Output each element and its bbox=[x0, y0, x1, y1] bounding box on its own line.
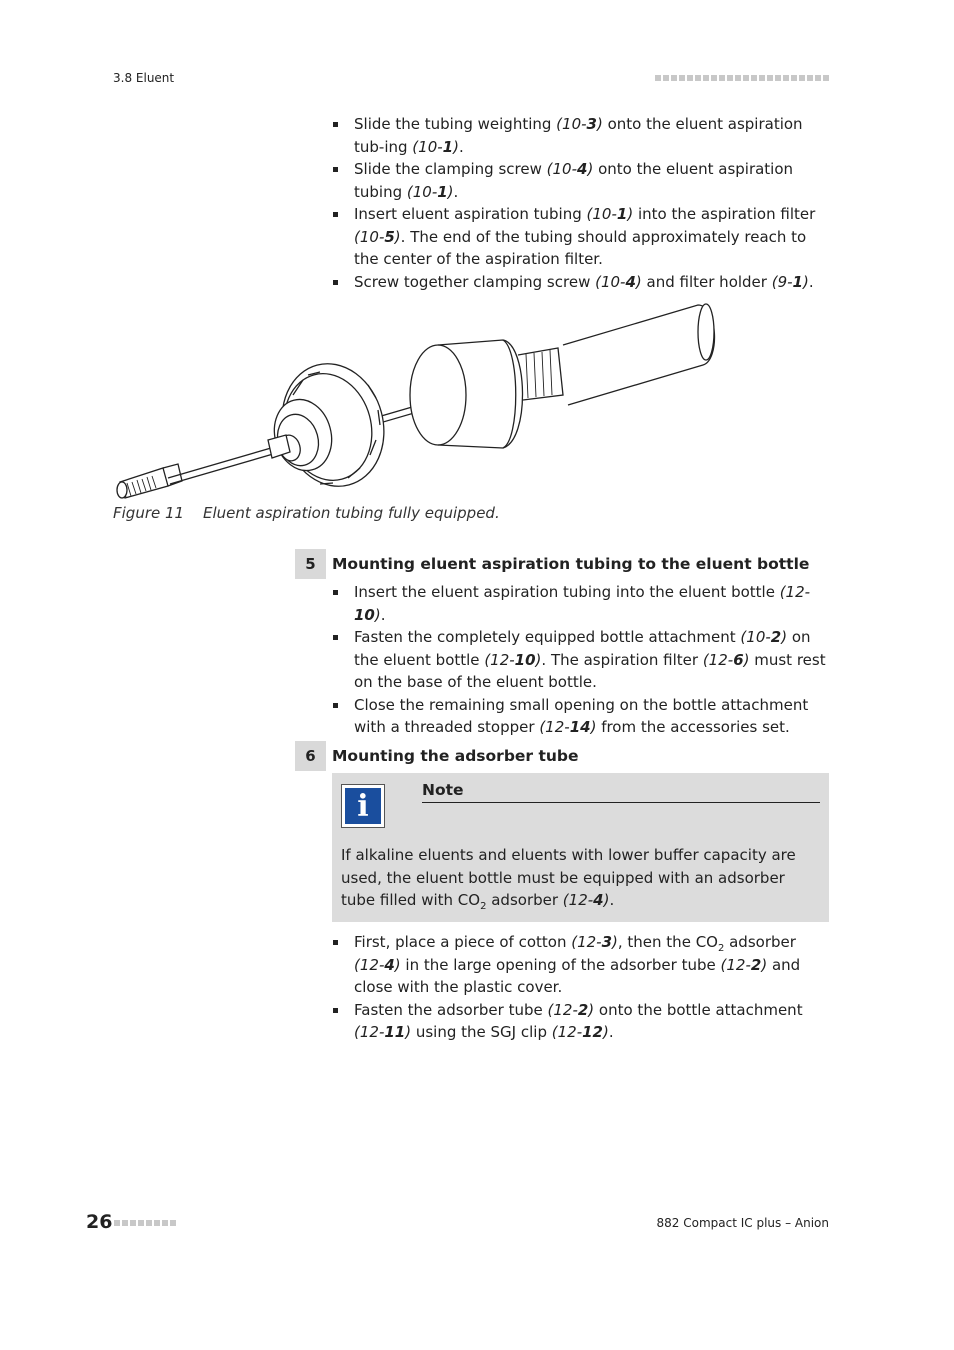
decor-square bbox=[767, 75, 773, 81]
step-title: Mounting eluent aspiration tubing to the eluent bottle bbox=[332, 555, 810, 573]
decor-square bbox=[775, 75, 781, 81]
decor-square bbox=[122, 1220, 128, 1226]
step-6-heading bbox=[295, 741, 579, 771]
decor-square bbox=[823, 75, 829, 81]
decor-square bbox=[727, 75, 733, 81]
step-5-bullet-list bbox=[332, 581, 829, 739]
figure-11-illustration bbox=[108, 300, 748, 505]
figure-caption-text: Eluent aspiration tubing fully equipped. bbox=[203, 504, 500, 522]
list-item: Fasten the completely equipped bottle attachment (10-2) on the eluent bottle (12-10). The aspiration filter (12-6) must rest on the base of the eluent bottle. bbox=[332, 626, 829, 694]
decor-square bbox=[791, 75, 797, 81]
decor-square bbox=[735, 75, 741, 81]
decor-square bbox=[130, 1220, 136, 1226]
decor-square bbox=[695, 75, 701, 81]
note-title: Note bbox=[422, 781, 820, 803]
footer-decoration bbox=[114, 1220, 176, 1226]
running-header-section: 3.8 Eluent bbox=[113, 71, 175, 85]
decor-square bbox=[170, 1220, 176, 1226]
intro-bullet-list bbox=[332, 113, 829, 293]
list-item: Slide the tubing weighting (10-3) onto the eluent aspiration tub-ing (10-1). bbox=[332, 113, 829, 158]
decor-square bbox=[146, 1220, 152, 1226]
decor-square bbox=[671, 75, 677, 81]
step-title: Mounting the adsorber tube bbox=[332, 747, 579, 765]
decor-square bbox=[154, 1220, 160, 1226]
decor-square bbox=[799, 75, 805, 81]
decor-square bbox=[807, 75, 813, 81]
figure-number: Figure 11 bbox=[113, 504, 185, 522]
decor-square bbox=[751, 75, 757, 81]
decor-square bbox=[138, 1220, 144, 1226]
figure-caption bbox=[113, 504, 500, 522]
list-item: Close the remaining small opening on the bottle attachment with a threaded stopper (12-14) from the accessories set. bbox=[332, 694, 829, 739]
step-number: 6 bbox=[295, 741, 326, 771]
aspiration-tubing-drawing bbox=[108, 300, 748, 505]
page-number: 26 bbox=[86, 1211, 113, 1233]
decor-square bbox=[703, 75, 709, 81]
decor-square bbox=[687, 75, 693, 81]
decor-square bbox=[783, 75, 789, 81]
decor-square bbox=[663, 75, 669, 81]
decor-square bbox=[719, 75, 725, 81]
decor-square bbox=[743, 75, 749, 81]
list-item: First, place a piece of cotton (12-3), then the $CO_2$ adsorber (12-4) in the large opening of the adsorber tube (12-2) and close with the plastic cover. bbox=[332, 931, 829, 999]
step-6-bullet-list bbox=[332, 931, 829, 1044]
footer-product-name: 882 Compact IC plus – Anion bbox=[656, 1216, 829, 1230]
step-5-heading bbox=[295, 549, 809, 579]
decor-square bbox=[114, 1220, 120, 1226]
info-icon: i bbox=[341, 784, 385, 828]
decor-square bbox=[759, 75, 765, 81]
list-item: Slide the clamping screw (10-4) onto the eluent aspiration tubing (10-1). bbox=[332, 158, 829, 203]
list-item: Screw together clamping screw (10-4) and filter holder (9-1). bbox=[332, 271, 829, 294]
decor-square bbox=[711, 75, 717, 81]
header-decoration bbox=[655, 75, 829, 81]
note-box bbox=[332, 773, 829, 922]
decor-square bbox=[162, 1220, 168, 1226]
decor-square bbox=[679, 75, 685, 81]
list-item: Fasten the adsorber tube (12-2) onto the bottle attachment (12-11) using the SGJ clip (12-12). bbox=[332, 999, 829, 1044]
decor-square bbox=[815, 75, 821, 81]
list-item: Insert eluent aspiration tubing (10-1) into the aspiration filter (10-5). The end of the tubing should approximately reach to the center of the aspiration filter. bbox=[332, 203, 829, 271]
step-number: 5 bbox=[295, 549, 326, 579]
decor-square bbox=[655, 75, 661, 81]
list-item: Insert the eluent aspiration tubing into the eluent bottle (12-10). bbox=[332, 581, 829, 626]
note-text: If alkaline eluents and eluents with lower buffer capacity are used, the eluent bottle must be equipped with an adsorber tube filled with $CO_2$ adsorber (12-4). bbox=[341, 846, 796, 912]
